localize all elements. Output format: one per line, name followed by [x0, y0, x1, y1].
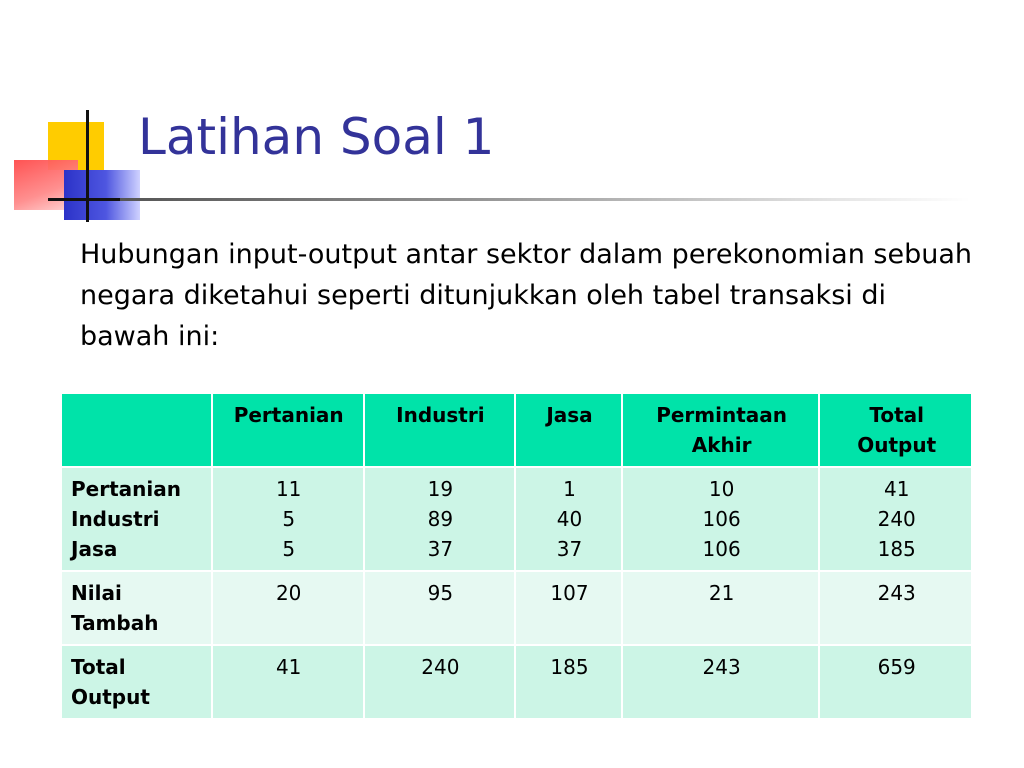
header-jasa: Jasa: [515, 393, 622, 467]
header-total-output-line1: Total: [869, 403, 925, 427]
row-label-jasa: Jasa: [71, 537, 118, 561]
row-label-total-output: [61, 645, 212, 719]
cell-sectors-jasa: [515, 467, 622, 571]
title-underline: [120, 198, 970, 201]
table-header-row: [61, 393, 972, 467]
cell-value: 37: [556, 537, 583, 561]
cell-total-output-total-output: 659: [819, 645, 972, 719]
cell-value: 1: [563, 477, 576, 501]
cell-nilai-tambah-total-output: 243: [819, 571, 972, 645]
header-permintaan-akhir-line1: Permintaan: [656, 403, 788, 427]
row-label-line: Total: [71, 655, 126, 679]
cell-total-output-pertanian: 41: [212, 645, 364, 719]
cell-sectors-industri: [364, 467, 516, 571]
ornament-blue-square: [64, 170, 140, 220]
cell-sectors-permintaan-akhir: [622, 467, 820, 571]
header-permintaan-akhir: [622, 393, 820, 467]
row-label-nilai-tambah: [61, 571, 212, 645]
cell-sectors-total-output: [819, 467, 972, 571]
header-total-output-line2: Output: [857, 433, 937, 457]
cell-nilai-tambah-industri: 95: [364, 571, 516, 645]
cell-value: 5: [282, 507, 296, 531]
intro-paragraph: Hubungan input-output antar sektor dalam perekonomian sebuah negara diketahui seperti ditunjukkan oleh tabel transaksi di bawah ini:: [80, 239, 973, 352]
cell-value: 5: [282, 537, 296, 561]
cell-value: 10: [708, 477, 735, 501]
cell-value: 240: [877, 507, 916, 531]
row-label-industri: Industri: [71, 507, 160, 531]
cell-value: 37: [427, 537, 454, 561]
row-label-pertanian: Pertanian: [71, 477, 181, 501]
cell-value: 106: [702, 507, 741, 531]
slide-title: Latihan Soal 1: [138, 108, 495, 166]
cell-value: 19: [427, 477, 454, 501]
cell-total-output-permintaan-akhir: 243: [622, 645, 820, 719]
cell-value: 89: [427, 507, 454, 531]
cell-value: 106: [702, 537, 741, 561]
cell-value: 41: [883, 477, 910, 501]
title-ornament: [0, 0, 160, 240]
table-row-total-output: [61, 645, 972, 719]
header-permintaan-akhir-line2: Akhir: [691, 433, 752, 457]
cell-sectors-pertanian: [212, 467, 364, 571]
row-label-line: Nilai: [71, 581, 122, 605]
cell-nilai-tambah-pertanian: 20: [212, 571, 364, 645]
row-label-line: Tambah: [71, 611, 159, 635]
table-row-sectors: [61, 467, 972, 571]
cell-total-output-industri: 240: [364, 645, 516, 719]
header-corner-cell: [61, 393, 212, 467]
ornament-vertical-line: [86, 110, 89, 222]
cell-nilai-tambah-jasa: 107: [515, 571, 622, 645]
header-total-output: [819, 393, 972, 467]
row-label-sectors: [61, 467, 212, 571]
cell-value: 185: [877, 537, 916, 561]
header-pertanian: Pertanian: [212, 393, 364, 467]
table-row-nilai-tambah: [61, 571, 972, 645]
cell-total-output-jasa: 185: [515, 645, 622, 719]
cell-value: 40: [556, 507, 583, 531]
row-label-line: Output: [71, 685, 150, 709]
cell-value: 11: [275, 477, 302, 501]
header-industri: Industri: [364, 393, 516, 467]
cell-nilai-tambah-permintaan-akhir: 21: [622, 571, 820, 645]
input-output-table: [60, 392, 973, 720]
